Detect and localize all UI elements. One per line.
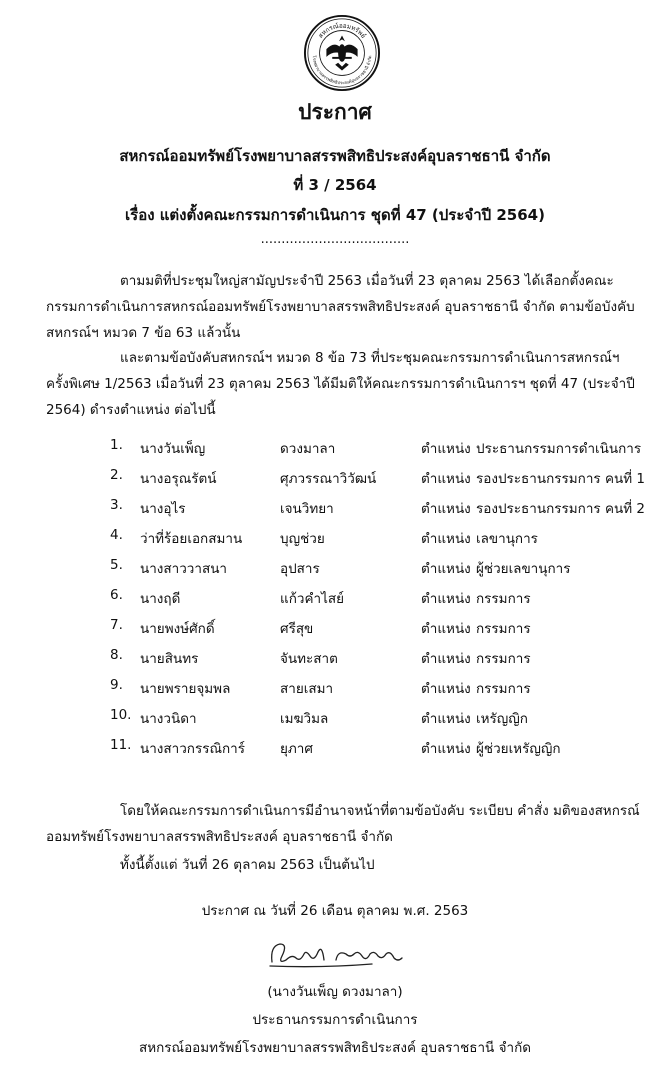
member-number: 1. <box>110 437 123 453</box>
member-position: ผู้ช่วยเลขานุการ <box>476 561 571 577</box>
member-row <box>0 437 670 467</box>
member-position: รองประธานกรรมการ คนที่ 2 <box>476 501 645 517</box>
member-last-name: จันทะสาต <box>280 651 338 667</box>
member-row <box>0 527 670 557</box>
member-last-name: ศุภวรรณาวิวัฒน์ <box>280 471 377 487</box>
member-row <box>0 497 670 527</box>
member-number: 7. <box>110 617 123 633</box>
member-number: 8. <box>110 647 123 663</box>
member-first-name: นายพรายจุมพล <box>140 681 231 697</box>
member-position: กรรมการ <box>476 591 531 607</box>
member-position: เหรัญญิก <box>476 711 528 727</box>
position-label: ตำแหน่ง <box>421 681 471 697</box>
handwritten-signature <box>262 932 422 976</box>
position-label: ตำแหน่ง <box>421 741 471 757</box>
paragraph-resolution: และตามข้อบังคับสหกรณ์ฯ หมวด 8 ข้อ 73 ที่ประชุมคณะกรรมการดำเนินการสหกรณ์ฯ ครั้งพิเศษ 1/2563 เมื่อวันที่ 23 ตุลาคม 2563 ได้มีมติให้คณะกรรมการดำเนินการฯ ชุดที่ 47 (ประจำปี 2564) ดำรงตำแหน่ง ต่อไปนี้ <box>46 350 635 418</box>
member-first-name: นายพงษ์ศักดิ์ <box>140 621 215 637</box>
dotted-separator: .................................... <box>260 232 410 247</box>
signatory-name: (นางวันเพ็ญ ดวงมาลา) <box>267 984 403 1000</box>
position-label: ตำแหน่ง <box>421 531 471 547</box>
position-label: ตำแหน่ง <box>421 651 471 667</box>
member-number: 2. <box>110 467 123 483</box>
member-row <box>0 707 670 737</box>
member-first-name: นางสาวกรรณิการ์ <box>140 741 246 757</box>
member-first-name: นางอุไร <box>140 501 186 517</box>
member-last-name: แก้วคำไสย์ <box>280 591 345 607</box>
member-position: กรรมการ <box>476 681 531 697</box>
position-label: ตำแหน่ง <box>421 501 471 517</box>
position-label: ตำแหน่ง <box>421 591 471 607</box>
member-last-name: อุปสาร <box>280 561 320 577</box>
member-number: 5. <box>110 557 123 573</box>
paragraph-election: ตามมติที่ประชุมใหญ่สามัญประจำปี 2563 เมื่อวันที่ 23 ตุลาคม 2563 ได้เลือกตั้งคณะกรรมการดำเนินการสหกรณ์ออมทรัพย์โรงพยาบาลสรรพสิทธิประสงค์ อุบลราชธานี จำกัด ตามข้อบังคับสหกรณ์ฯ หมวด 7 ข้อ 63 แล้วนั้น <box>46 273 635 341</box>
member-position: เลขานุการ <box>476 531 538 547</box>
member-number: 10. <box>110 707 132 723</box>
member-number: 6. <box>110 587 123 603</box>
organization-name: สหกรณ์ออมทรัพย์โรงพยาบาลสรรพสิทธิประสงค์อุบลราชธานี จำกัด <box>119 147 551 165</box>
member-last-name: ยุภาศ <box>280 741 313 757</box>
member-position: ประธานกรรมการดำเนินการ <box>476 441 642 457</box>
effective-date: ทั้งนี้ตั้งแต่ วันที่ 26 ตุลาคม 2563 เป็นต้นไป <box>120 857 375 873</box>
member-last-name: ดวงมาลา <box>280 441 336 457</box>
member-first-name: นางวนิดา <box>140 711 197 727</box>
member-row <box>0 737 670 767</box>
member-position: กรรมการ <box>476 651 531 667</box>
member-last-name: ศรีสุข <box>280 621 314 637</box>
member-number: 9. <box>110 677 123 693</box>
position-label: ตำแหน่ง <box>421 561 471 577</box>
member-row <box>0 677 670 707</box>
member-position: รองประธานกรรมการ คนที่ 1 <box>476 471 645 487</box>
member-position: ผู้ช่วยเหรัญญิก <box>476 741 561 757</box>
page-title: ประกาศ <box>298 100 372 124</box>
member-last-name: สายเสมา <box>280 681 334 697</box>
svg-text:สหกรณ์ออมทรัพย์: สหกรณ์ออมทรัพย์ <box>317 22 367 40</box>
member-row <box>0 617 670 647</box>
member-first-name: นายสินทร <box>140 651 199 667</box>
position-label: ตำแหน่ง <box>421 711 471 727</box>
member-first-name: ว่าที่ร้อยเอกสมาน <box>140 531 243 547</box>
position-label: ตำแหน่ง <box>421 471 471 487</box>
member-row <box>0 647 670 677</box>
svg-text:โรงพยาบาลสรรพสิทธิประสงค์อุบลร: โรงพยาบาลสรรพสิทธิประสงค์อุบลราชธานี จำกัด <box>310 55 374 87</box>
member-position: กรรมการ <box>476 621 531 637</box>
announcement-date: ประกาศ ณ วันที่ 26 เดือน ตุลาคม พ.ศ. 2563 <box>201 903 469 919</box>
position-label: ตำแหน่ง <box>421 441 471 457</box>
member-number: 11. <box>110 737 132 753</box>
signatory-organization: สหกรณ์ออมทรัพย์โรงพยาบาลสรรพสิทธิประสงค์ อุบลราชธานี จำกัด <box>138 1040 532 1056</box>
member-row <box>0 587 670 617</box>
member-number: 4. <box>110 527 123 543</box>
member-list <box>0 437 670 767</box>
member-row <box>0 557 670 587</box>
signatory-position: ประธานกรรมการดำเนินการ <box>252 1012 418 1028</box>
paragraph-authority: โดยให้คณะกรรมการดำเนินการมีอำนาจหน้าที่ตามข้อบังคับ ระเบียบ คำสั่ง มติของสหกรณ์ออมทรัพย์โรงพยาบาลสรรพสิทธิประสงค์ อุบลราชธานี จำกัด <box>46 803 640 845</box>
member-first-name: นางอรุณรัตน์ <box>140 471 217 487</box>
position-label: ตำแหน่ง <box>421 621 471 637</box>
member-last-name: เมฆวิมล <box>280 711 329 727</box>
member-first-name: นางฤดี <box>140 591 181 607</box>
member-last-name: บุญช่วย <box>280 531 325 547</box>
announcement-subject: เรื่อง แต่งตั้งคณะกรรมการดำเนินการ ชุดที่ 47 (ประจำปี 2564) <box>125 206 545 224</box>
announcement-number: ที่ 3 / 2564 <box>293 176 377 194</box>
member-number: 3. <box>110 497 123 513</box>
cooperative-seal-logo <box>303 14 381 92</box>
member-first-name: นางสาววาสนา <box>140 561 228 577</box>
member-last-name: เจนวิทยา <box>280 501 334 517</box>
member-first-name: นางวันเพ็ญ <box>140 441 206 457</box>
member-row <box>0 467 670 497</box>
